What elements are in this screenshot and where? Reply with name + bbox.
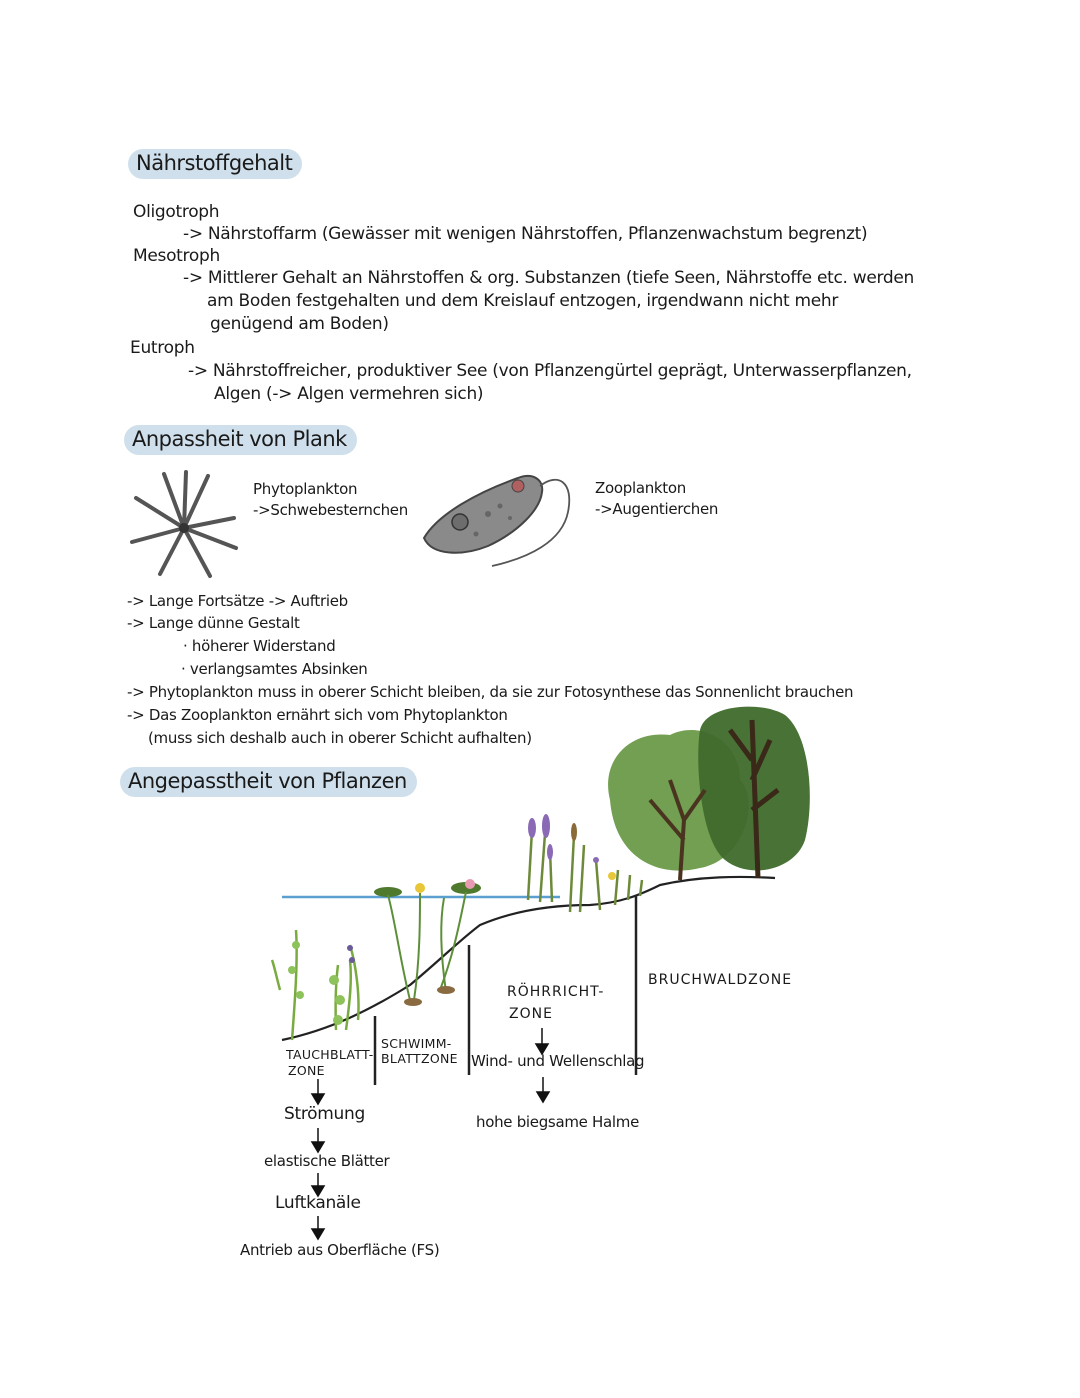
term-eutroph: Eutroph [130,338,195,358]
desc-mesotroph-line3: genügend am Boden) [210,314,389,334]
term-oligotroph: Oligotroph [133,202,220,222]
tauchblatt-zone-label-2: ZONE [288,1063,325,1078]
tauch-chain-antrieb: Antrieb aus Oberfläche (FS) [240,1241,440,1259]
desc-mesotroph-line2: am Boden festgehalten und dem Kreislauf entzogen, irgendwann nicht mehr [207,291,839,311]
point-phyto-schicht: -> Phytoplankton muss in oberer Schicht bleiben, da sie zur Fotosynthese das Sonnenlicht brauchen [127,683,854,701]
submerged-plants [272,930,359,1040]
heading-angepasstheit-pflanzen: Angepasstheit von Pflanzen [120,767,417,797]
point-fortsaetze: -> Lange Fortsätze -> Auftrieb [127,592,348,610]
reed-flowers [528,814,577,860]
desc-eutroph-line1: -> Nährstoffreicher, produktiver See (von Pflanzengürtel geprägt, Unterwasserpflanzen, [188,361,912,381]
point-absinken: · verlangsamtes Absinken [181,660,368,678]
bruchwald-trees [608,707,810,880]
term-mesotroph: Mesotroph [133,246,220,266]
bruchwald-zone-label: BRUCHWALDZONE [648,972,793,988]
roehricht-zone-label-1: RÖHRRICHT- [507,984,605,1000]
tauchblatt-zone-label-1: TAUCHBLATT- [286,1047,374,1062]
schwimmblatt-zone-label-2: BLATTZONE [381,1051,458,1066]
desc-oligotroph: -> Nährstoffarm (Gewässer mit wenigen Nährstoffen, Pflanzenwachstum begrenzt) [183,224,868,244]
point-widerstand: · höherer Widerstand [183,637,336,655]
phytoplankton-label: Phytoplankton [253,480,358,498]
desc-mesotroph-line1: -> Mittlerer Gehalt an Nährstoffen & org. Substanzen (tiefe Seen, Nährstoffe etc. werden [183,268,915,288]
zooplankton-label: Zooplankton [595,479,686,497]
tauch-chain-stroemung: Strömung [284,1104,365,1124]
tauch-chain-blaetter: elastische Blätter [264,1152,390,1170]
roehricht-adaptation: hohe biegsame Halme [476,1113,640,1131]
desc-eutroph-line2: Algen (-> Algen vermehren sich) [214,384,484,404]
phytoplankton-sub: ->Schwebesternchen [253,501,408,519]
heading-anpassheit-plankton: Anpassheit von Plank [124,425,357,455]
point-zoo-ernaehrung: -> Das Zooplankton ernährt sich vom Phytoplankton [127,706,508,724]
roehricht-zone-label-2: ZONE [509,1006,553,1022]
point-zoo-schicht: (muss sich deshalb auch in oberer Schicht aufhalten) [148,729,532,747]
heading-naehrstoffgehalt: Nährstoffgehalt [128,149,302,179]
roehricht-cause: Wind- und Wellenschlag [471,1052,645,1070]
schwimmblatt-zone-label-1: SCHWIMM- [381,1036,452,1051]
tauch-chain-luftkanaele: Luftkanäle [275,1193,361,1213]
point-gestalt: -> Lange dünne Gestalt [127,614,300,632]
zooplankton-sub: ->Augentierchen [595,500,719,518]
